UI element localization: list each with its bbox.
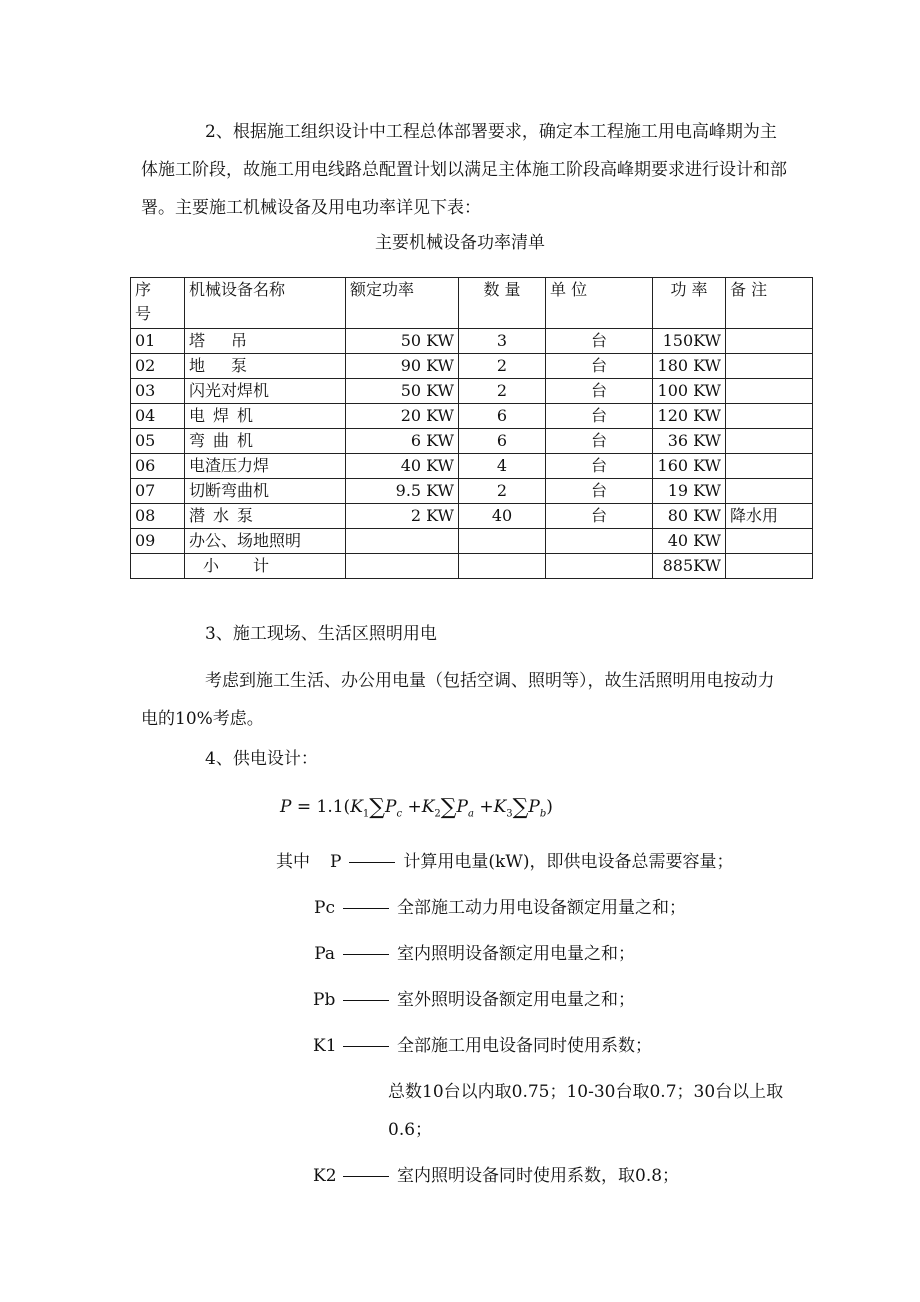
- table-row: [131, 504, 813, 529]
- dash-divider: [343, 908, 389, 909]
- cell-no: 04: [131, 404, 185, 429]
- cell-no: [131, 554, 185, 579]
- cell-rated: 50 KW: [346, 379, 459, 404]
- cell-no: 02: [131, 354, 185, 379]
- section2-paragraph: 2、根据施工组织设计中工程总体部署要求，确定本工程施工用电高峰期为主体施工阶段，故施工用电线路总配置计划以满足主体施工阶段高峰期要求进行设计和部署。主要施工机械设备及用电功率详见下表：: [141, 122, 787, 218]
- cell-rated: 2 KW: [346, 504, 459, 529]
- cell-qty: 2: [459, 354, 546, 379]
- cell-name: 地泵: [185, 354, 346, 379]
- definition-intro: 其中: [276, 852, 310, 872]
- header-name: 机械设备名称: [185, 278, 346, 329]
- cell-qty: 3: [459, 329, 546, 354]
- cell-name: 电渣压力焊: [185, 454, 346, 479]
- cell-unit: 台: [546, 429, 653, 454]
- cell-power: 19 KW: [653, 479, 726, 504]
- cell-no: 06: [131, 454, 185, 479]
- cell-rated: 9.5 KW: [346, 479, 459, 504]
- definition-text: 计算用电量(kW)，即供电设备总需要容量；: [403, 852, 734, 872]
- definition-p: [276, 848, 733, 876]
- cell-name: 潜水泵: [185, 504, 346, 529]
- cell-qty: 6: [459, 429, 546, 454]
- dash-divider: [343, 1046, 389, 1047]
- cell-rated: [346, 529, 459, 554]
- cell-unit: 台: [546, 479, 653, 504]
- k1-note: 总数10台以内取0.75；10-30台取0.7；30台以上取0.6；: [388, 1082, 784, 1140]
- table-header-row: [131, 278, 813, 329]
- definition-text: 室外照明设备额定用电量之和；: [397, 990, 635, 1010]
- table-row: [131, 329, 813, 354]
- dash-divider: [343, 1000, 389, 1001]
- cell-rated: 40 KW: [346, 454, 459, 479]
- cell-qty: [459, 554, 546, 579]
- subtotal-power: 885KW: [653, 554, 726, 579]
- cell-no: 07: [131, 479, 185, 504]
- cell-unit: 台: [546, 379, 653, 404]
- cell-no: 05: [131, 429, 185, 454]
- cell-qty: 2: [459, 479, 546, 504]
- cell-rated: 50 KW: [346, 329, 459, 354]
- cell-unit: 台: [546, 504, 653, 529]
- symbol-k1: K1: [313, 1036, 337, 1056]
- table-row: [131, 404, 813, 429]
- cell-qty: 4: [459, 454, 546, 479]
- cell-qty: 40: [459, 504, 546, 529]
- definition-k1: [313, 1032, 652, 1060]
- cell-rated: 6 KW: [346, 429, 459, 454]
- table-subtotal-row: [131, 554, 813, 579]
- cell-name: 办公、场地照明: [185, 529, 346, 554]
- header-qty: 数 量: [459, 278, 546, 329]
- table-caption: 主要机械设备功率清单: [375, 233, 545, 253]
- header-unit: 单 位: [546, 278, 653, 329]
- cell-name: 闪光对焊机: [185, 379, 346, 404]
- cell-unit: 台: [546, 454, 653, 479]
- cell-rated: 90 KW: [346, 354, 459, 379]
- table-row: [131, 354, 813, 379]
- subtotal-label: 小计: [185, 554, 346, 579]
- header-power: 功 率: [653, 278, 726, 329]
- cell-no: 03: [131, 379, 185, 404]
- cell-unit: 台: [546, 354, 653, 379]
- cell-note: [726, 354, 813, 379]
- definition-pa: [313, 940, 635, 968]
- cell-qty: 2: [459, 379, 546, 404]
- cell-qty: 6: [459, 404, 546, 429]
- cell-power: 100 KW: [653, 379, 726, 404]
- table-row: [131, 454, 813, 479]
- dash-divider: [343, 954, 389, 955]
- cell-unit: [546, 554, 653, 579]
- cell-note: [726, 404, 813, 429]
- cell-name: 切断弯曲机: [185, 479, 346, 504]
- cell-note: [726, 429, 813, 454]
- table-row: [131, 379, 813, 404]
- cell-no: 01: [131, 329, 185, 354]
- cell-note: [726, 379, 813, 404]
- cell-power: 150KW: [653, 329, 726, 354]
- table-row: [131, 429, 813, 454]
- definition-text: 室内照明设备同时使用系数，取0.8；: [397, 1166, 680, 1186]
- definition-text: 全部施工动力用电设备额定用量之和；: [397, 898, 686, 918]
- cell-note: [726, 329, 813, 354]
- cell-no: 08: [131, 504, 185, 529]
- cell-unit: 台: [546, 404, 653, 429]
- header-note: 备 注: [726, 278, 813, 329]
- cell-rated: [346, 554, 459, 579]
- definition-pc: [313, 894, 686, 922]
- table-row: [131, 529, 813, 554]
- dash-divider: [349, 862, 395, 863]
- cell-unit: [546, 529, 653, 554]
- header-rated: 额定功率: [346, 278, 459, 329]
- symbol-pc: Pc: [314, 898, 335, 918]
- definition-pb: [313, 986, 635, 1014]
- symbol-p: P: [329, 852, 342, 872]
- cell-note: [726, 554, 813, 579]
- symbol-pa: Pa: [314, 944, 335, 964]
- cell-note: [726, 479, 813, 504]
- cell-note: [726, 454, 813, 479]
- cell-unit: 台: [546, 329, 653, 354]
- cell-power: 36 KW: [653, 429, 726, 454]
- cell-power: 120 KW: [653, 404, 726, 429]
- symbol-pb: Pb: [313, 990, 336, 1010]
- cell-name: 弯曲机: [185, 429, 346, 454]
- cell-note: 降水用: [726, 504, 813, 529]
- cell-name: 塔吊: [185, 329, 346, 354]
- cell-power: 160 KW: [653, 454, 726, 479]
- cell-rated: 20 KW: [346, 404, 459, 429]
- cell-qty: [459, 529, 546, 554]
- cell-power: 80 KW: [653, 504, 726, 529]
- equipment-table: [130, 277, 813, 579]
- section4-heading: 4、供电设计：: [205, 749, 318, 769]
- section3-paragraph: 考虑到施工生活、办公用电量（包括空调、照明等），故生活照明用电按动力电的10%考虑。: [141, 671, 775, 729]
- cell-power: 40 KW: [653, 529, 726, 554]
- cell-power: 180 KW: [653, 354, 726, 379]
- header-no: 序号: [131, 278, 185, 329]
- section3-heading: 3、施工现场、生活区照明用电: [205, 624, 437, 644]
- cell-note: [726, 529, 813, 554]
- cell-no: 09: [131, 529, 185, 554]
- definition-k2: [313, 1162, 679, 1190]
- definition-text: 室内照明设备额定用电量之和；: [397, 944, 635, 964]
- table-row: [131, 479, 813, 504]
- power-formula: $P = 1.1(K_1\sum P_c +K_2\sum P_a +K_3\sum P_b)$: [280, 795, 553, 820]
- definition-text: 全部施工用电设备同时使用系数；: [397, 1036, 652, 1056]
- cell-name: 电焊机: [185, 404, 346, 429]
- dash-divider: [343, 1176, 389, 1177]
- symbol-k2: K2: [313, 1166, 337, 1186]
